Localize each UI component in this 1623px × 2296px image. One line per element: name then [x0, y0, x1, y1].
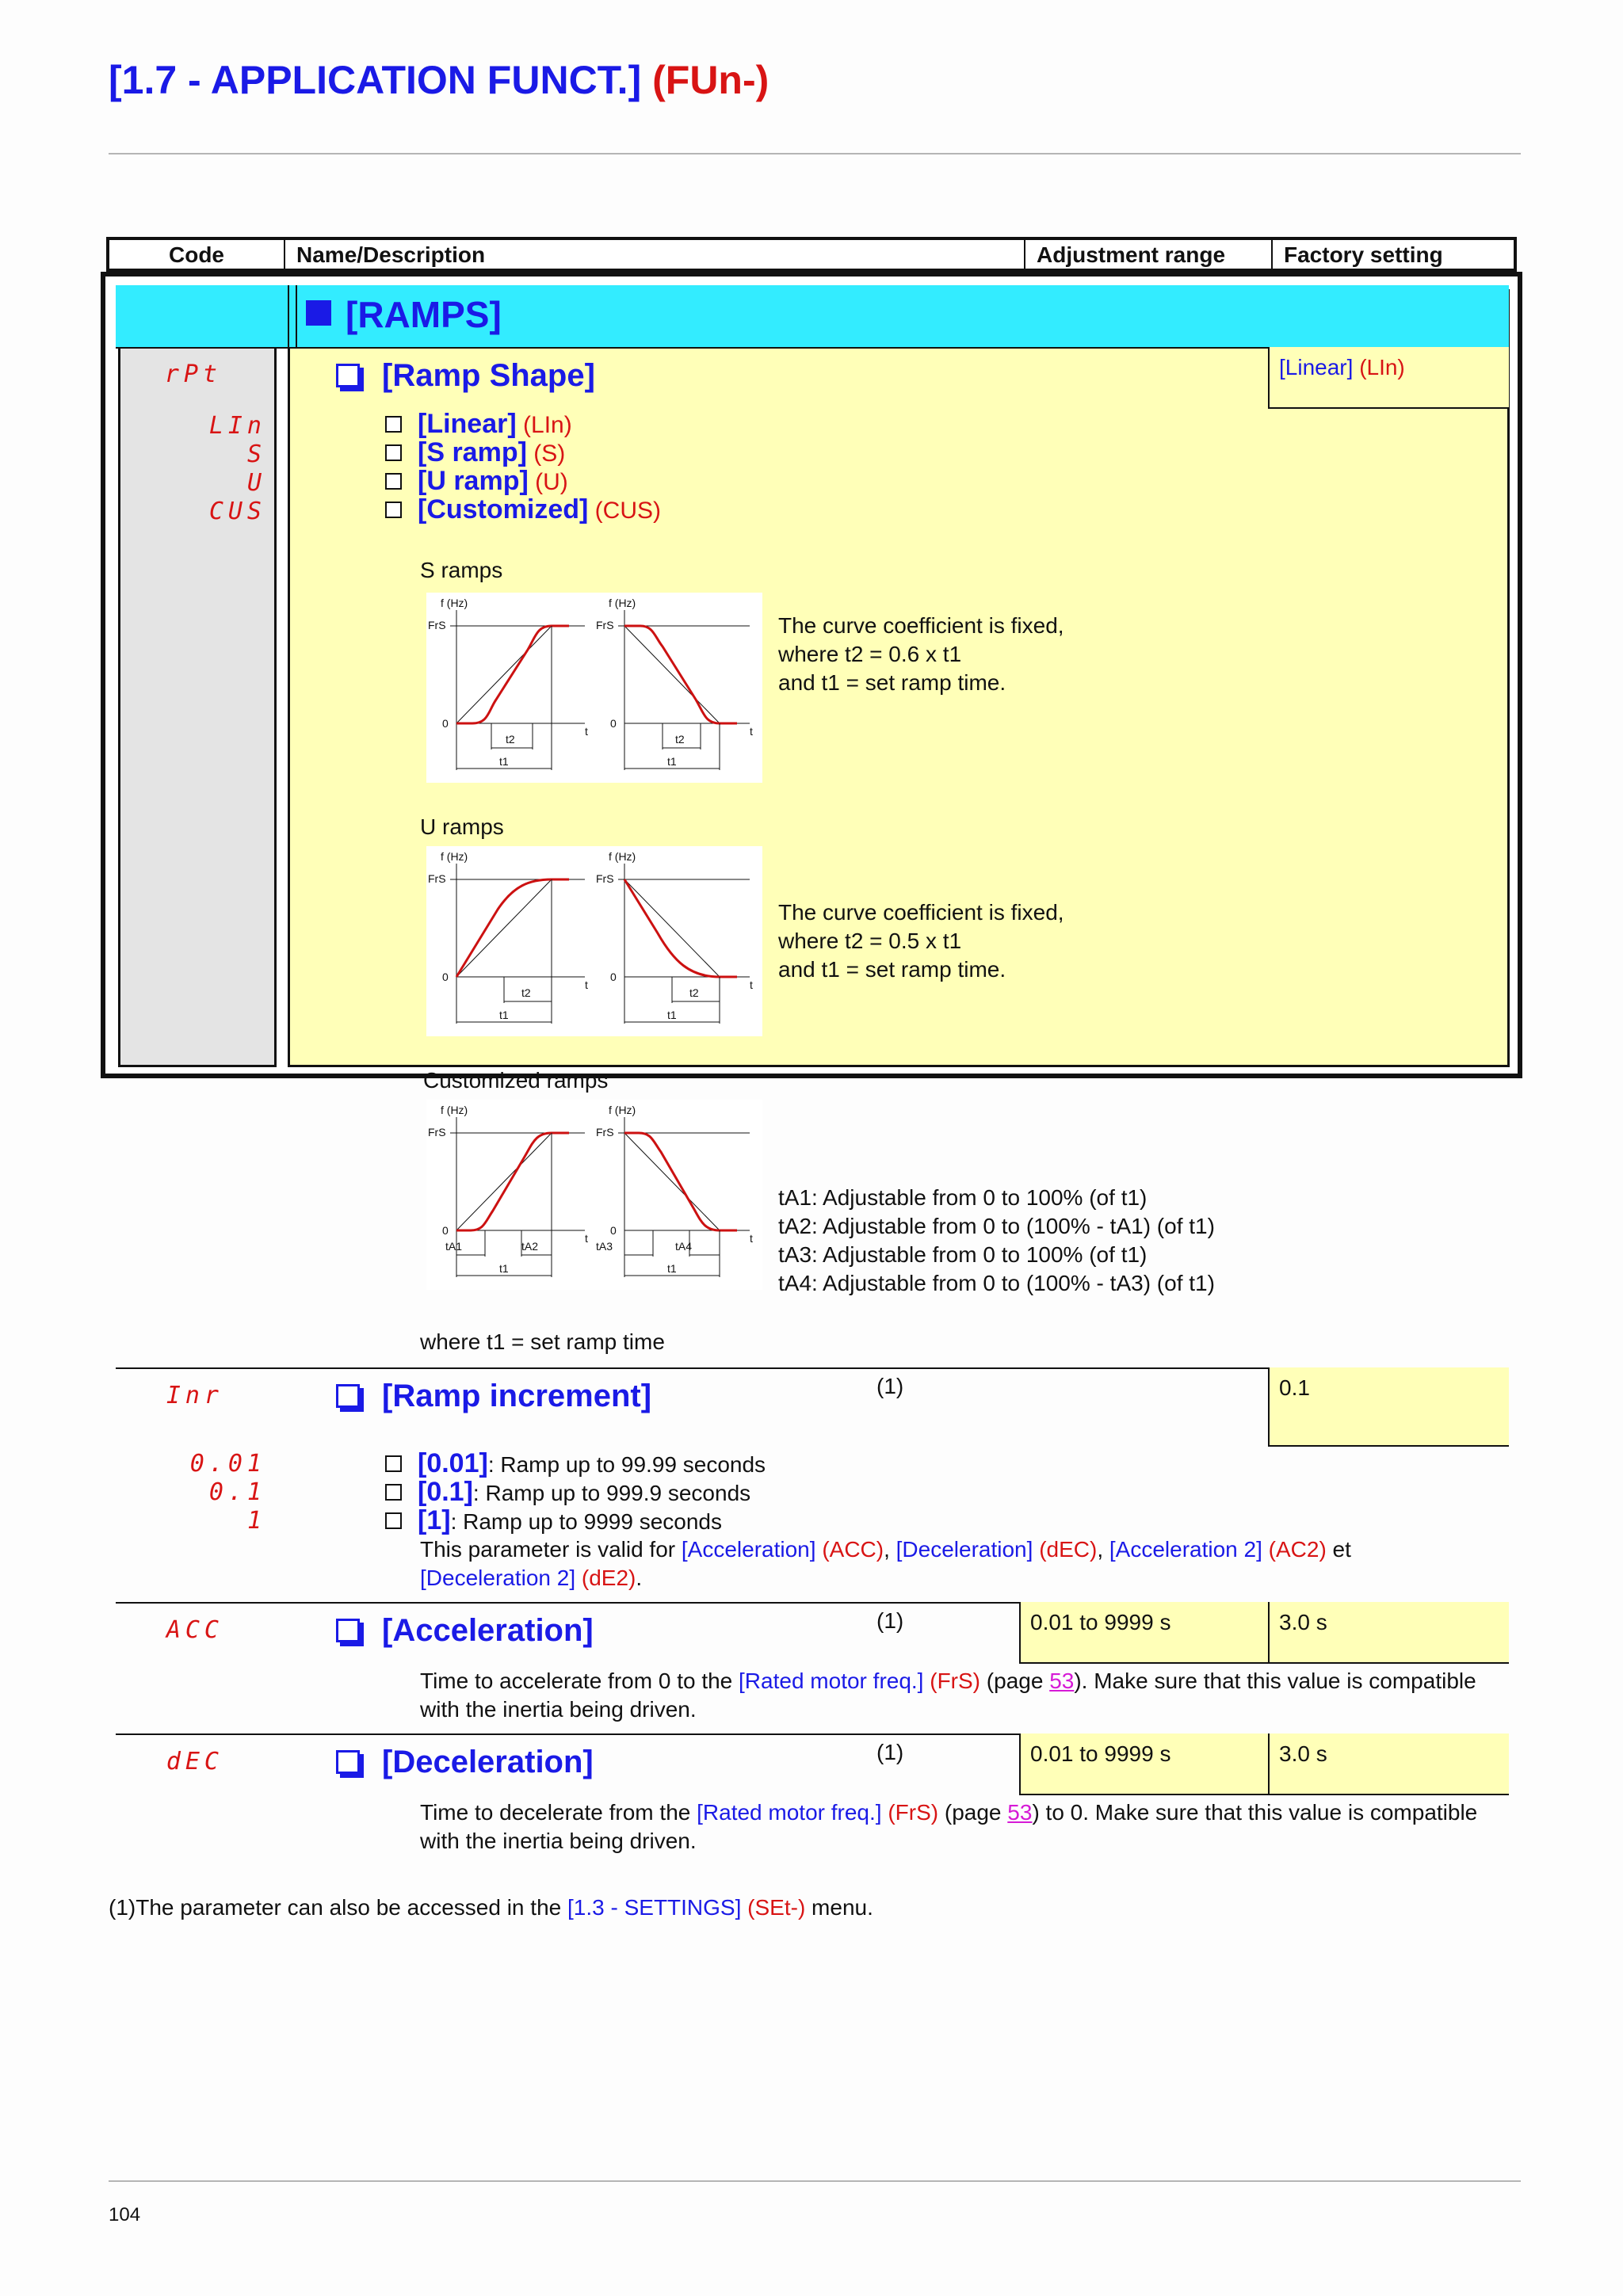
code-acc: ACC	[166, 1616, 223, 1644]
svg-text:0: 0	[610, 717, 617, 730]
svg-text:f (Hz): f (Hz)	[609, 597, 636, 609]
section-title: [RAMPS]	[346, 294, 502, 335]
svg-text:0: 0	[442, 717, 449, 730]
checkbox-icon	[336, 1750, 360, 1774]
checkbox-icon	[336, 364, 360, 387]
ramp-increment-note: (1)	[876, 1374, 904, 1398]
u-ramps-figure	[426, 846, 762, 1036]
u-ramps-desc-1: The curve coefficient is fixed,	[778, 900, 1064, 925]
page-title-main: [1.7 - APPLICATION FUNCT.]	[109, 58, 642, 102]
option-box-icon	[385, 416, 402, 433]
svg-text:f (Hz): f (Hz)	[441, 850, 468, 863]
ramp-time-note: where t1 = set ramp time	[420, 1329, 665, 1354]
u-ramps-desc-2: where t2 = 0.5 x t1	[778, 929, 962, 953]
u-ramps-desc-3: and t1 = set ramp time.	[778, 957, 1006, 982]
svg-text:f (Hz): f (Hz)	[441, 597, 468, 609]
code-column	[118, 289, 277, 1067]
option-0-01: [0.01]: Ramp up to 99.99 seconds	[385, 1448, 766, 1479]
svg-text:FrS: FrS	[428, 1126, 446, 1138]
svg-text:t1: t1	[667, 1009, 677, 1021]
svg-text:FrS: FrS	[596, 1126, 614, 1138]
section-header	[116, 285, 1509, 349]
s-ramps-figure	[426, 593, 762, 783]
custom-ramps-desc-2: tA2: Adjustable from 0 to (100% - tA1) (of t1)	[778, 1214, 1215, 1238]
option-box-icon	[385, 444, 402, 461]
ramp-increment-factory: 0.1	[1268, 1367, 1509, 1447]
header-code: Code	[109, 240, 285, 269]
svg-text:f (Hz): f (Hz)	[609, 1104, 636, 1116]
svg-text:t1: t1	[499, 755, 509, 768]
option-box-icon	[385, 1455, 402, 1472]
svg-text:t2: t2	[675, 733, 685, 746]
header-range: Adjustment range	[1025, 240, 1273, 269]
option-box-icon	[385, 1484, 402, 1501]
s-ramps-graph	[426, 593, 762, 783]
code-1: 1	[246, 1507, 266, 1535]
s-ramps-desc-2: where t2 = 0.6 x t1	[778, 642, 962, 666]
svg-text:0: 0	[610, 1224, 617, 1237]
option-customized: [Customized] (CUS)	[385, 494, 661, 525]
section-square-icon	[306, 300, 331, 326]
code-inr: Inr	[166, 1382, 223, 1409]
svg-text:tA4: tA4	[675, 1240, 693, 1253]
deceleration-desc-2: with the inertia being driven.	[420, 1829, 697, 1853]
svg-text:t: t	[750, 1232, 753, 1245]
svg-text:t1: t1	[499, 1262, 509, 1275]
option-linear: [Linear] (LIn)	[385, 409, 572, 440]
deceleration-desc: Time to decelerate from the [Rated motor freq.] (FrS) (page 53) to 0. Make sure that this value is compatible	[420, 1800, 1478, 1825]
svg-text:0: 0	[442, 1224, 449, 1237]
svg-text:0: 0	[610, 971, 617, 983]
svg-text:tA2: tA2	[521, 1240, 539, 1253]
footnote: (1)The parameter can also be accessed in the [1.3 - SETTINGS] (SEt-) menu.	[109, 1895, 873, 1920]
svg-text:t2: t2	[506, 733, 515, 746]
u-ramps-graph	[426, 846, 762, 1036]
page-link[interactable]: 53	[1007, 1800, 1033, 1825]
deceleration-factory: 3.0 s	[1268, 1733, 1509, 1795]
svg-text:t: t	[585, 725, 588, 738]
checkbox-icon	[336, 1384, 360, 1408]
svg-text:0: 0	[442, 971, 449, 983]
svg-text:t: t	[750, 725, 753, 738]
svg-text:FrS: FrS	[596, 872, 614, 885]
valid-for-line: This parameter is valid for [Acceleration] (ACC), [Deceleration] (dEC), [Acceleration 2] (AC2) et	[420, 1537, 1351, 1562]
acceleration-desc-2: with the inertia being driven.	[420, 1697, 697, 1722]
acceleration-note: (1)	[876, 1608, 904, 1633]
option-box-icon	[385, 1512, 402, 1529]
svg-text:t1: t1	[667, 755, 677, 768]
svg-text:FrS: FrS	[428, 619, 446, 631]
custom-ramps-desc-3: tA3: Adjustable from 0 to 100% (of t1)	[778, 1242, 1148, 1267]
option-s-ramp: [S ramp] (S)	[385, 437, 565, 468]
code-lin: LIn	[208, 412, 266, 440]
acceleration-range: 0.01 to 9999 s	[1019, 1602, 1268, 1664]
code-rpt: rPt	[164, 360, 222, 388]
acceleration-desc: Time to accelerate from 0 to the [Rated motor freq.] (FrS) (page 53). Make sure that this value is compatible	[420, 1669, 1476, 1693]
svg-text:t: t	[585, 978, 588, 991]
page-title	[109, 57, 769, 103]
svg-text:t1: t1	[499, 1009, 509, 1021]
svg-text:FrS: FrS	[596, 619, 614, 631]
option-box-icon	[385, 473, 402, 490]
svg-text:f (Hz): f (Hz)	[609, 850, 636, 863]
page-title-code: (FUn-)	[652, 58, 769, 102]
valid-for-line-2: [Deceleration 2] (dE2).	[420, 1566, 643, 1590]
code-0-1: 0.1	[208, 1478, 266, 1506]
custom-ramps-desc-1: tA1: Adjustable from 0 to 100% (of t1)	[778, 1185, 1148, 1210]
code-s: S	[246, 441, 266, 468]
ramp-shape-factory: [Linear] (LIn)	[1268, 347, 1509, 409]
ramp-shape-title: [Ramp Shape]	[336, 358, 595, 394]
checkbox-icon	[336, 1619, 360, 1642]
svg-text:t2: t2	[521, 986, 531, 999]
s-ramps-desc-3: and t1 = set ramp time.	[778, 670, 1006, 695]
section-divider	[288, 285, 297, 347]
svg-text:t1: t1	[667, 1262, 677, 1275]
svg-text:t2: t2	[689, 986, 699, 999]
header-factory: Factory setting	[1284, 242, 1443, 267]
code-cus: CUS	[208, 498, 266, 525]
page-number: 104	[109, 2204, 141, 2225]
header-name: Name/Description	[285, 240, 1025, 269]
option-box-icon	[385, 502, 402, 518]
page-link[interactable]: 53	[1049, 1669, 1075, 1693]
bottom-divider	[109, 2180, 1521, 2182]
custom-ramps-heading: Customized ramps	[423, 1068, 609, 1093]
u-ramps-heading: U ramps	[420, 814, 504, 839]
svg-text:f (Hz): f (Hz)	[441, 1104, 468, 1116]
table-header	[106, 237, 1517, 272]
option-1: [1]: Ramp up to 9999 seconds	[385, 1505, 722, 1536]
acceleration-title: [Acceleration]	[336, 1613, 594, 1649]
svg-text:t: t	[585, 1232, 588, 1245]
code-0-01: 0.01	[189, 1450, 266, 1478]
option-0-1: [0.1]: Ramp up to 999.9 seconds	[385, 1477, 750, 1508]
svg-text:tA1: tA1	[445, 1240, 463, 1253]
acceleration-factory: 3.0 s	[1268, 1602, 1509, 1664]
ramp-increment-title: [Ramp increment]	[336, 1379, 651, 1414]
deceleration-title: [Deceleration]	[336, 1745, 594, 1780]
code-dec: dEC	[166, 1748, 223, 1775]
deceleration-note: (1)	[876, 1740, 904, 1764]
code-u: U	[246, 469, 266, 497]
top-divider	[109, 153, 1521, 154]
custom-ramps-graph	[426, 1100, 762, 1290]
svg-text:tA3: tA3	[596, 1240, 613, 1253]
custom-ramps-figure	[426, 1100, 762, 1290]
svg-text:FrS: FrS	[428, 872, 446, 885]
option-u-ramp: [U ramp] (U)	[385, 466, 568, 497]
deceleration-range: 0.01 to 9999 s	[1019, 1733, 1268, 1795]
s-ramps-heading: S ramps	[420, 558, 503, 582]
svg-text:t: t	[750, 978, 753, 991]
custom-ramps-desc-4: tA4: Adjustable from 0 to (100% - tA3) (of t1)	[778, 1271, 1215, 1295]
s-ramps-desc-1: The curve coefficient is fixed,	[778, 613, 1064, 638]
